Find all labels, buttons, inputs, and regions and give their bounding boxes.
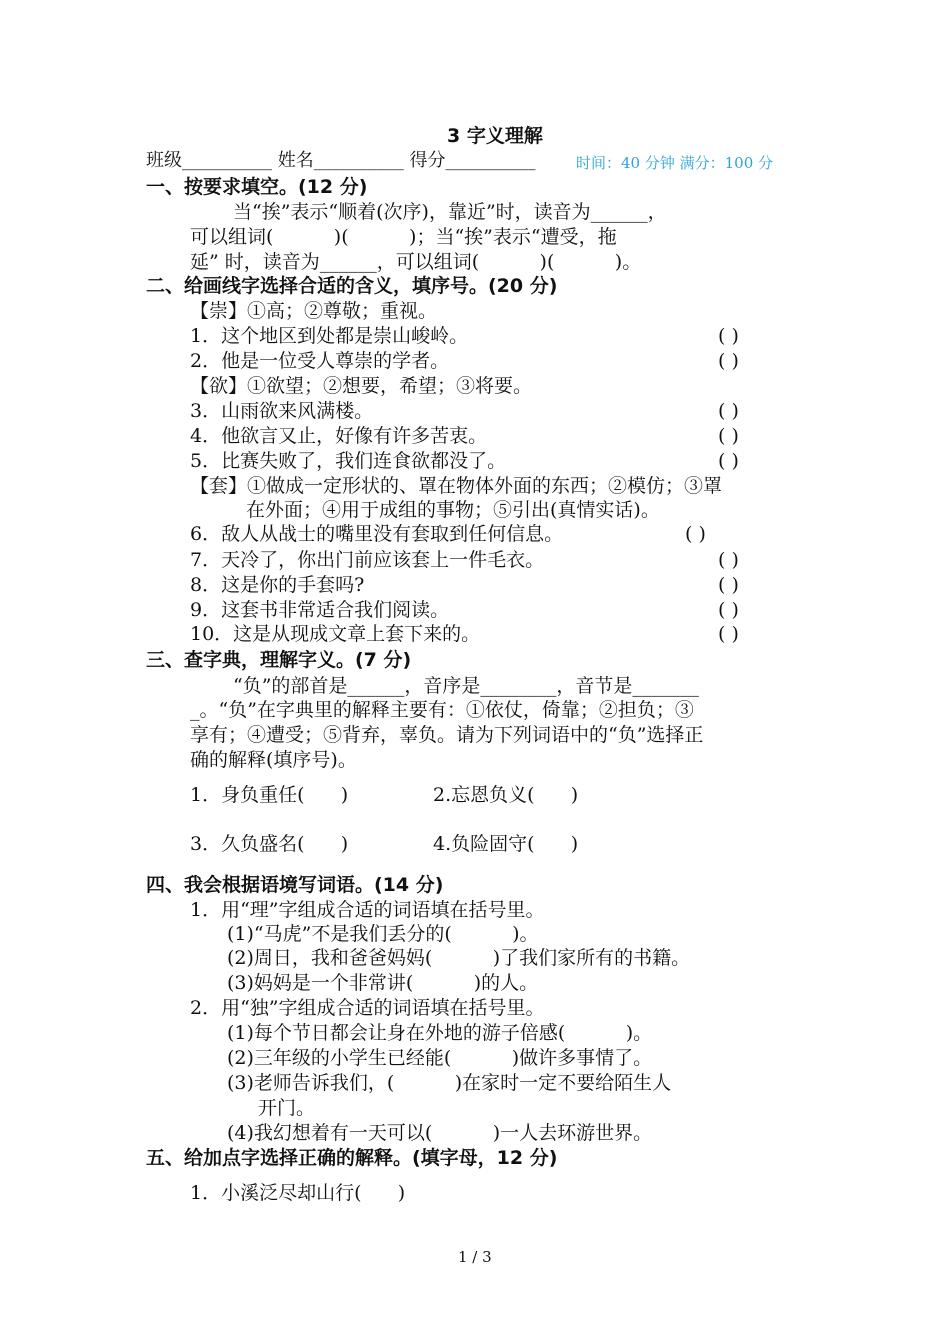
s1-line-1: 当“挨”表示“顺着(次序)，靠近”时，读音为______， <box>233 201 667 223</box>
s4-question-1: 1．用“理”字组成合适的词语填在括号里。 <box>190 899 545 921</box>
section-1-heading: 一、按要求填空。(12 分) <box>146 176 368 198</box>
answer-paren-9[interactable]: ( ) <box>718 599 739 621</box>
s3-answer-4: 4.负险固守( ) <box>433 833 579 855</box>
answer-paren-6[interactable]: ( ) <box>685 523 706 545</box>
s3-line-1: “负”的部首是______，音序是________，音节是_______ <box>233 675 699 697</box>
time-score-info: 时间：40 分钟 满分：100 分 <box>576 154 774 172</box>
definition-tao-line-1: 【套】①做成一定形状的、罩在物体外面的东西；②模仿；③罩 <box>190 475 723 497</box>
answer-paren-8[interactable]: ( ) <box>718 574 739 596</box>
definition-chong: 【崇】①高；②尊敬；重视。 <box>190 300 438 322</box>
s2-question-1: 1．这个地区到处都是崇山峻岭。 <box>190 325 469 347</box>
s1-line-2: 可以组词( )( )；当“挨”表示“遭受，拖 <box>190 226 617 248</box>
section-2-heading: 二、给画线字选择合适的含义，填序号。(20 分) <box>146 275 558 297</box>
s2-question-5: 5．比赛失败了，我们连食欲都没了。 <box>190 450 507 472</box>
s2-question-10: 10．这是从现成文章上套下来的。 <box>190 623 481 645</box>
s3-answer-1: 1．身负重任( ) <box>190 784 349 806</box>
definition-yu: 【欲】①欲望；②想要，希望；③将要。 <box>190 375 533 397</box>
section-4-heading: 四、我会根据语境写词语。(14 分) <box>146 874 444 896</box>
s3-line-2: _。“负”在字典里的解释主要有：①依仗，倚靠；②担负；③ <box>190 699 694 721</box>
s2-question-7: 7．天冷了，你出门前应该套上一件毛衣。 <box>190 549 545 571</box>
s4-q1-item-3: (3)妈妈是一个非常讲( )的人。 <box>227 972 539 994</box>
answer-paren-5[interactable]: ( ) <box>718 450 739 472</box>
s3-answer-3: 3．久负盛名( ) <box>190 833 349 855</box>
answer-paren-1[interactable]: ( ) <box>718 325 739 347</box>
answer-paren-10[interactable]: ( ) <box>718 623 739 645</box>
s3-line-3: 享有；④遭受；⑤背弃，辜负。请为下列词语中的“负”选择正 <box>190 724 704 746</box>
s2-question-4: 4．他欲言又止，好像有许多苦衷。 <box>190 425 488 447</box>
answer-paren-3[interactable]: ( ) <box>718 400 739 422</box>
s2-question-6: 6．敌人从战士的嘴里没有套取到任何信息。 <box>190 523 564 545</box>
student-info-line: 班级__________ 姓名__________ 得分__________ <box>146 150 536 171</box>
s4-q2-item-3-line-2: 开门。 <box>258 1097 316 1119</box>
s5-question-1: 1．小溪泛尽却山行( ) <box>190 1182 406 1204</box>
s2-question-3: 3．山雨欲来风满楼。 <box>190 400 374 422</box>
section-3-heading: 三、查字典，理解字义。(7 分) <box>146 649 412 671</box>
s4-q2-item-4: (4)我幻想着有一天可以( )一人去环游世界。 <box>227 1122 653 1144</box>
s3-answer-2: 2.忘恩负义( ) <box>433 784 579 806</box>
answer-paren-4[interactable]: ( ) <box>718 425 739 447</box>
s3-line-4: 确的解释(填序号)。 <box>190 749 357 771</box>
s4-q1-item-1: (1)“马虎”不是我们丢分的( )。 <box>227 923 539 945</box>
answer-paren-7[interactable]: ( ) <box>718 549 739 571</box>
s4-q2-item-3-line-1: (3)老师告诉我们，( )在家时一定不要给陌生人 <box>227 1072 672 1094</box>
s2-question-8: 8．这是你的手套吗? <box>190 574 365 596</box>
s2-question-2: 2．他是一位受人尊崇的学者。 <box>190 350 450 372</box>
answer-paren-2[interactable]: ( ) <box>718 350 739 372</box>
s4-q2-item-1: (1)每个节日都会让身在外地的游子倍感( )。 <box>227 1022 653 1044</box>
s4-q1-item-2: (2)周日，我和爸爸妈妈( )了我们家所有的书籍。 <box>227 947 691 969</box>
page-title: 3 字义理解 <box>447 125 543 147</box>
page-number: 1 / 3 <box>458 1248 492 1266</box>
s2-question-9: 9．这套书非常适合我们阅读。 <box>190 599 450 621</box>
s4-q2-item-2: (2)三年级的小学生已经能( )做许多事情了。 <box>227 1047 653 1069</box>
s1-line-3: 延” 时，读音为______，可以组词( )( )。 <box>190 251 642 273</box>
section-5-heading: 五、给加点字选择正确的解释。(填字母，12 分) <box>146 1147 558 1169</box>
s4-question-2: 2．用“独”字组成合适的词语填在括号里。 <box>190 997 545 1019</box>
definition-tao-line-2: 在外面；④用于成组的事物；⑤引出(真情实话)。 <box>246 499 660 521</box>
